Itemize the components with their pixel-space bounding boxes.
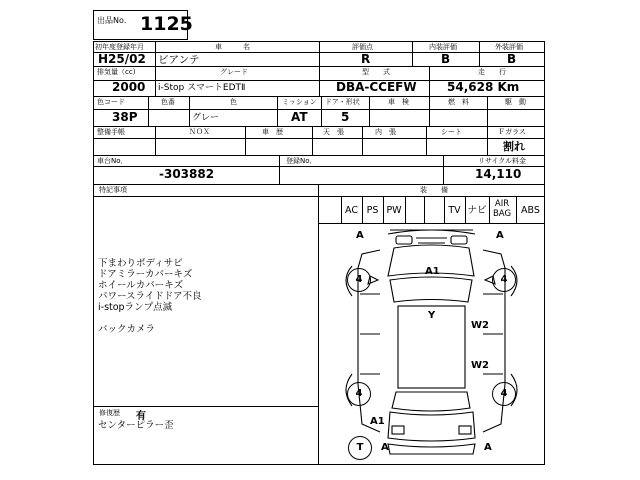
equip-navi: ナビ [467, 205, 487, 216]
remark-line: パワースライドドア不良 [98, 291, 202, 302]
equip-tv: TV [448, 205, 461, 216]
chassis-value: -303882 [159, 167, 215, 181]
mark-w2-upper: W2 [471, 320, 489, 331]
headlight-right-outline [451, 236, 467, 244]
repair-label: 修復歴 [99, 409, 120, 417]
fglass-value: 割れ [503, 140, 525, 153]
upholstery-label: 内 張 [375, 128, 396, 136]
equip-abs: ABS [521, 205, 540, 216]
transmission-label: ミッション [282, 98, 317, 106]
mileage-label: 走 行 [478, 68, 506, 76]
repair-note: センターピラー歪 [98, 420, 174, 431]
displacement-label: 排気量（cc) [97, 68, 136, 76]
mark-a-front-left: A [356, 230, 364, 241]
mark-tire-front-right: 4 [492, 268, 516, 292]
windshield-outline [390, 277, 472, 302]
color-code-value: 38P [112, 110, 138, 124]
exterior-value: B [507, 52, 517, 66]
headlight-left-outline [396, 236, 412, 244]
transmission-value: AT [291, 110, 308, 124]
color-no-label: 色番 [161, 98, 175, 106]
equipment-label: 装 備 [420, 186, 448, 194]
taillight-left-outline [392, 426, 404, 434]
mark-a-front-right: A [496, 230, 504, 241]
remark-line: バックカメラ [98, 324, 156, 335]
equip-pw: PW [386, 205, 402, 216]
history-label: 車 歴 [262, 128, 283, 136]
grade-label: グレード [220, 68, 248, 76]
inspection-label: 車 検 [388, 98, 409, 106]
color-code-label: 色コード [97, 98, 125, 106]
grille-outline [416, 238, 447, 243]
mark-w2-lower: W2 [471, 360, 489, 371]
remarks-label: 特記事項 [99, 186, 127, 194]
doors-label: ドア・形状 [325, 98, 360, 106]
model-label: 型 式 [362, 68, 390, 76]
remark-line: i-stopランプ点滅 [98, 302, 173, 313]
grade-value: i-Stop スマートEDTⅡ [158, 83, 246, 93]
remark-line: ホイールカバーキズ [98, 280, 184, 291]
color-label: 色 [230, 98, 237, 106]
lot-number: 1125 [140, 13, 193, 35]
front-bumper-outline [388, 230, 475, 234]
car-condition-diagram [318, 224, 545, 465]
taillight-right-outline [459, 426, 471, 434]
rear-window-outline [392, 392, 470, 411]
recycle-value: 14,110 [475, 167, 522, 181]
manual-label: 整備手帳 [97, 128, 125, 136]
fglass-label: Ｆガラス [498, 128, 526, 136]
mark-a1-roof: A1 [425, 266, 440, 277]
score-label: 評価点 [352, 43, 373, 51]
color-value: グレー [192, 113, 220, 123]
lot-number-label: 出品No． [97, 16, 132, 25]
mark-a-rear-right: A [484, 442, 492, 453]
first-reg-label: 初年度登録年月 [95, 43, 144, 51]
rear-bumper-outline [388, 444, 475, 454]
equip-ps: PS [366, 205, 379, 216]
mark-tire-front-left: 4 [347, 268, 371, 292]
recycle-label: リサイクル料金 [478, 157, 527, 165]
reg-no-label: 登録No． [286, 157, 317, 165]
mark-tire-rear-right: 4 [492, 382, 516, 406]
equip-airbag: AIR BAG [492, 199, 512, 219]
doors-value: 5 [341, 110, 350, 124]
first-reg-value: H25/02 [98, 52, 146, 66]
mark-a-rear-left: A [381, 442, 389, 453]
interior-label: 内装評価 [429, 43, 457, 51]
mark-a1-rear: A1 [370, 416, 385, 427]
sunroof-label: 天 張 [323, 128, 344, 136]
left-door-line [360, 294, 380, 374]
nox-label: ＮＯＸ [189, 128, 210, 136]
fuel-label: 燃 料 [448, 98, 469, 106]
equip-ac: AC [345, 205, 358, 216]
seat-label: シート [441, 128, 462, 136]
mileage-value: 54,628 Km [447, 80, 520, 94]
car-name-value: ビアンテ [158, 54, 200, 66]
score-value: R [361, 52, 371, 66]
mark-y-floor: Y [428, 310, 436, 321]
mark-tire-rear-left: 4 [347, 382, 371, 406]
interior-value: B [441, 52, 451, 66]
displacement-value: 2000 [112, 80, 146, 94]
model-value: DBA-CCEFW [336, 80, 417, 94]
drive-label: 駆 動 [505, 98, 526, 106]
exterior-label: 外装評価 [495, 43, 523, 51]
chassis-label: 車台No． [97, 157, 128, 165]
remark-line: ドアミラーカバーキズ [98, 269, 193, 280]
repair-value: 有 [136, 411, 146, 422]
mark-t-rear: T [348, 436, 372, 460]
car-name-label: 車 名 [215, 43, 250, 51]
remark-line: 下まわりボディサビ [98, 258, 183, 269]
